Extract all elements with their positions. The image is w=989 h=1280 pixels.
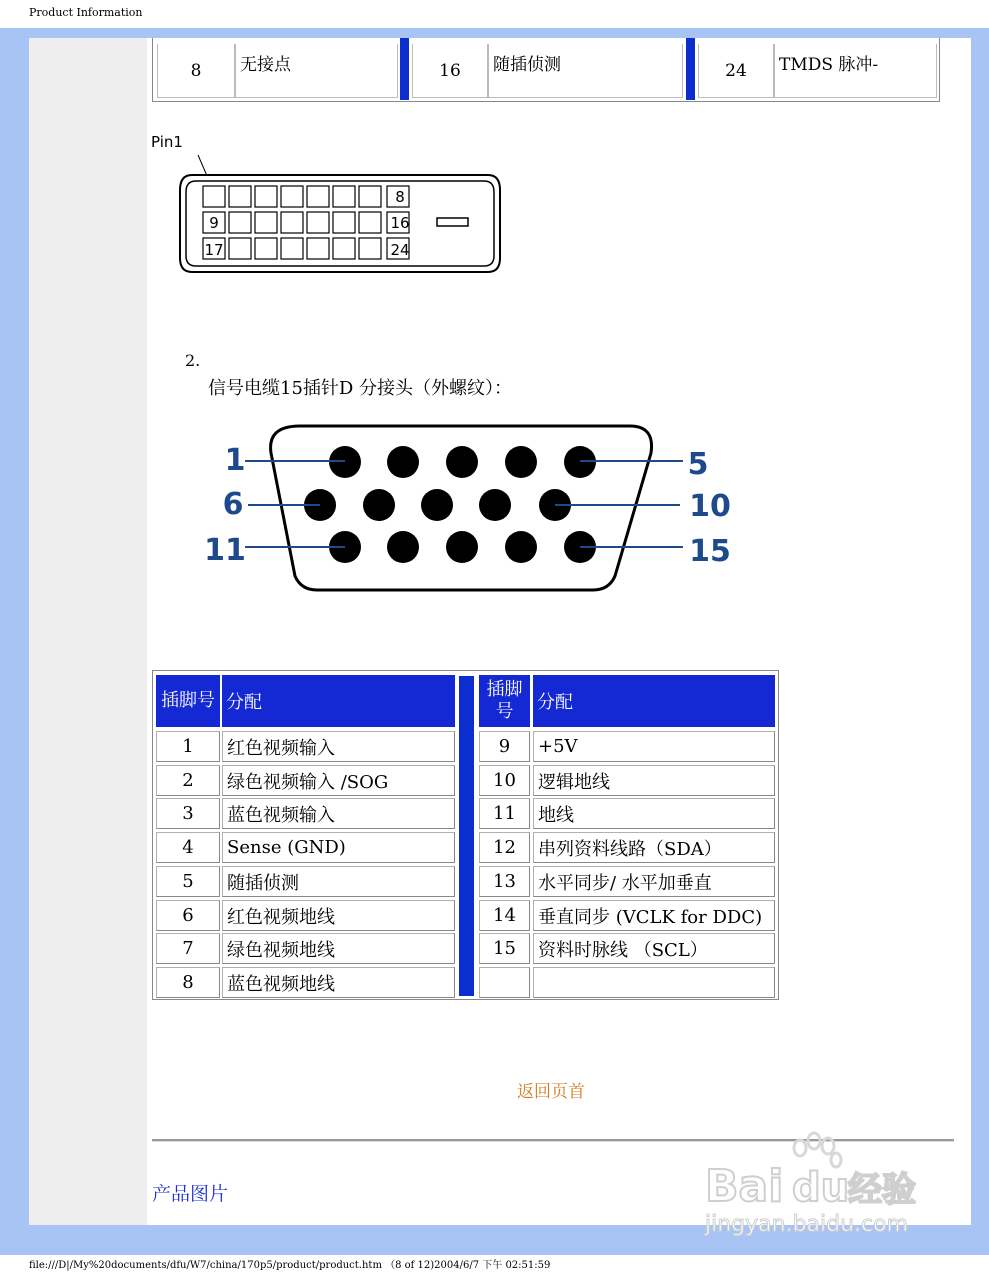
footer-file-path: file:///D|/My%20documents/dfu/W7/china/170p5/product/product.htm （8 of 12)2004/6/7 下午 02:51:59 [29, 1260, 551, 1271]
dvi-pin [229, 212, 251, 233]
dvi-pin [281, 212, 303, 233]
vga-label-6: 6 [222, 487, 244, 522]
table-cell-assign [533, 967, 775, 998]
pin1-label: Pin1 [151, 133, 183, 151]
dvi-label-24: 24 [390, 241, 410, 259]
table-cell-assign: 水平同步/ 水平加垂直 [533, 866, 775, 897]
table-cell-pin: 3 [156, 798, 220, 829]
table-cell-pin [479, 967, 530, 998]
watermark-url: jingyan.baidu.com [705, 1212, 909, 1237]
back-to-top-link[interactable]: 返回页首 [517, 1082, 585, 1102]
table-cell-assign: +5V [533, 731, 775, 762]
dvi-pin [203, 186, 225, 207]
watermark-brand: Bai [705, 1161, 784, 1212]
dvi-pin [255, 238, 277, 259]
vga-label-10: 10 [689, 489, 731, 524]
table-cell-pin: 2 [156, 765, 220, 796]
dvi-pin [255, 186, 277, 207]
table-cell-pin: 12 [479, 832, 530, 863]
table-cell-pin: 6 [156, 900, 220, 931]
list-item-number: 2. [185, 351, 201, 370]
table-cell-pin: 5 [156, 866, 220, 897]
dvi-pin [229, 238, 251, 259]
dvi-label-16: 16 [390, 214, 410, 232]
table-cell-assign: 串列资料线路（SDA） [533, 832, 775, 863]
dvi-pin [359, 238, 381, 259]
column-separator [686, 38, 695, 100]
table-header-pin-right: 插脚号 [479, 675, 530, 727]
table-cell-assign: 蓝色视频地线 [222, 967, 455, 998]
table-cell-assign: 地线 [533, 798, 775, 829]
dvi-pin [333, 238, 355, 259]
dvi-pin [281, 238, 303, 259]
table-cell-assign: 红色视频输入 [222, 731, 455, 762]
table-cell-pin: 10 [479, 765, 530, 796]
baidu-watermark [700, 1128, 940, 1238]
table-cell-pin: 1 [156, 731, 220, 762]
table-cell-assign: 资料时脉线 （SCL） [533, 933, 775, 964]
dvi-pin [359, 186, 381, 207]
table-cell-assign: Sense (GND) [222, 832, 455, 863]
dvi-connector-diagram [150, 150, 510, 280]
table-header-pin-left: 插脚号 [156, 675, 220, 727]
pin-table-continued [152, 38, 940, 102]
vga-pin [479, 489, 511, 521]
vga-label-1: 1 [224, 443, 246, 478]
watermark-cn: 经验 [848, 1170, 916, 1210]
table-header-assign-left: 分配 [222, 675, 455, 727]
table-cell-pin: 11 [479, 798, 530, 829]
table-cell-assign: 绿色视频输入 /SOG [222, 765, 455, 796]
column-separator [459, 676, 474, 996]
dvi-pin [307, 212, 329, 233]
dvi-pin [333, 212, 355, 233]
dvi-pin [307, 186, 329, 207]
table-cell-pin: 16 [412, 44, 488, 98]
dvi-pin [359, 212, 381, 233]
table-cell-assign: 随插侦测 [488, 44, 683, 98]
vga-label-5: 5 [687, 447, 709, 482]
table-cell-pin: 4 [156, 832, 220, 863]
table-cell-pin: 14 [479, 900, 530, 931]
left-gutter [29, 38, 147, 1225]
table-cell-assign: 垂直同步 (VCLK for DDC) [533, 900, 775, 931]
vga-pin [421, 489, 453, 521]
vga-pin [387, 531, 419, 563]
table-cell-pin: 9 [479, 731, 530, 762]
dvi-pin [307, 238, 329, 259]
dvi-pin [229, 186, 251, 207]
table-cell-assign: TMDS 脉冲- [774, 44, 937, 98]
vga-pin [363, 489, 395, 521]
vga-pin [446, 446, 478, 478]
page-header-title: Product Information [29, 6, 143, 19]
table-cell-assign: 无接点 [235, 44, 398, 98]
table-cell-pin: 13 [479, 866, 530, 897]
product-images-link[interactable]: 产品图片 [152, 1183, 229, 1205]
table-cell-assign: 红色视频地线 [222, 900, 455, 931]
table-header-assign-right: 分配 [533, 675, 775, 727]
vga-pin [387, 446, 419, 478]
dvi-label-9: 9 [209, 214, 219, 232]
dvi-pin [281, 186, 303, 207]
column-separator [400, 38, 409, 100]
vga-pin [505, 446, 537, 478]
table-cell-assign: 绿色视频地线 [222, 933, 455, 964]
table-cell-pin: 24 [698, 44, 774, 98]
vga-pin [505, 531, 537, 563]
dvi-pin [255, 212, 277, 233]
table-cell-assign: 蓝色视频输入 [222, 798, 455, 829]
dvi-label-8: 8 [395, 188, 405, 206]
table-cell-pin: 8 [157, 44, 235, 98]
table-cell-assign: 随插侦测 [222, 866, 455, 897]
dvi-pin [333, 186, 355, 207]
vga-pin [446, 531, 478, 563]
table-cell-pin: 15 [479, 933, 530, 964]
vga-label-11: 11 [205, 533, 246, 568]
table-cell-assign: 逻辑地线 [533, 765, 775, 796]
watermark-brand-2: du [792, 1165, 850, 1211]
right-strip [960, 38, 971, 1225]
dvi-label-17: 17 [204, 241, 224, 259]
table-cell-pin: 8 [156, 967, 220, 998]
table-cell-pin: 7 [156, 933, 220, 964]
vga-label-15: 15 [689, 534, 731, 569]
list-item-text: 信号电缆15插针D 分接头（外螺纹）： [208, 378, 513, 399]
vga-connector-diagram [205, 418, 745, 598]
